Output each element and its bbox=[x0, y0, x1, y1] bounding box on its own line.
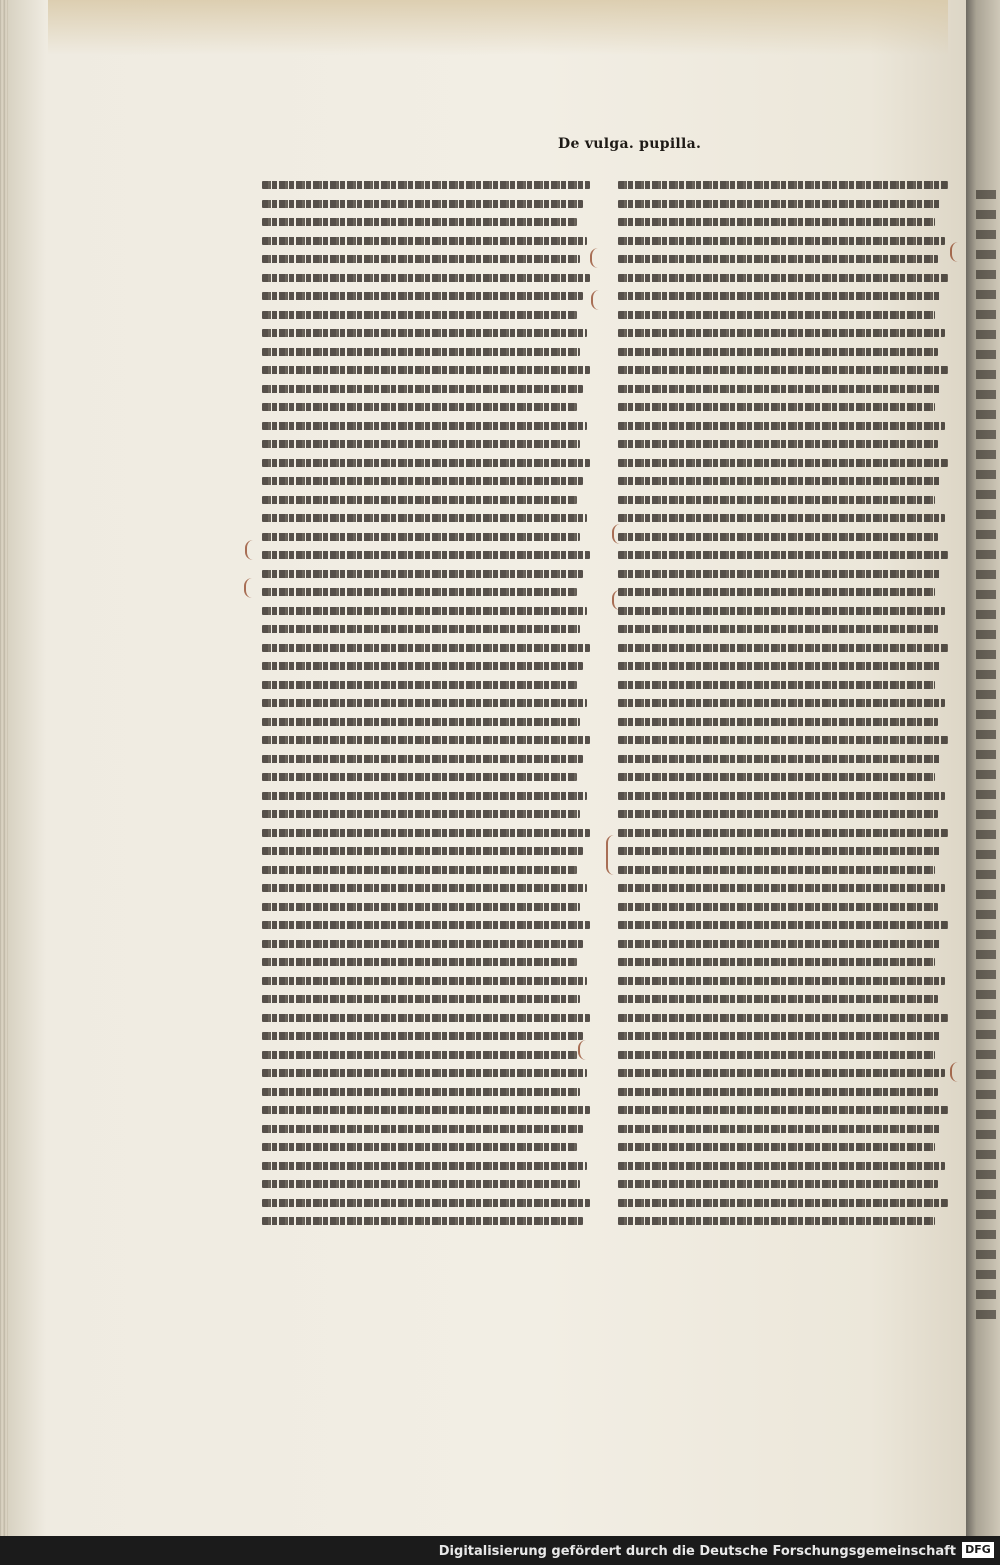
text-line bbox=[262, 1106, 590, 1114]
text-line bbox=[262, 496, 577, 504]
text-line bbox=[618, 810, 938, 818]
text-column-left bbox=[262, 181, 590, 1261]
text-line bbox=[618, 422, 945, 430]
text-line bbox=[262, 995, 580, 1003]
text-line bbox=[618, 570, 941, 578]
text-line bbox=[262, 958, 577, 966]
text-line bbox=[262, 218, 577, 226]
text-line bbox=[262, 570, 583, 578]
text-line bbox=[618, 1106, 948, 1114]
text-line bbox=[618, 496, 935, 504]
text-line bbox=[618, 311, 935, 319]
dfg-logo: DFG bbox=[962, 1542, 994, 1558]
text-line bbox=[262, 810, 580, 818]
text-line bbox=[262, 662, 583, 670]
text-line bbox=[262, 200, 583, 208]
text-line bbox=[618, 533, 938, 541]
text-line bbox=[618, 1088, 938, 1096]
text-line bbox=[618, 718, 938, 726]
text-line bbox=[618, 329, 945, 337]
text-line bbox=[262, 1069, 587, 1077]
text-line bbox=[262, 1162, 587, 1170]
text-line bbox=[262, 551, 590, 559]
text-line bbox=[262, 477, 583, 485]
text-line bbox=[262, 1014, 590, 1022]
page-stain bbox=[48, 0, 948, 55]
text-line bbox=[262, 773, 577, 781]
marginal-annotation bbox=[590, 248, 608, 268]
text-line bbox=[262, 533, 580, 541]
text-line bbox=[618, 218, 935, 226]
text-line bbox=[262, 829, 590, 837]
text-line bbox=[618, 255, 938, 263]
text-line bbox=[262, 866, 577, 874]
text-line bbox=[618, 921, 948, 929]
text-line bbox=[618, 607, 945, 615]
text-line bbox=[262, 681, 577, 689]
text-line bbox=[618, 792, 945, 800]
text-line bbox=[618, 662, 941, 670]
marginal-annotation bbox=[612, 590, 630, 610]
text-line bbox=[618, 958, 935, 966]
text-line bbox=[618, 514, 945, 522]
text-line bbox=[618, 1014, 948, 1022]
text-line bbox=[262, 329, 587, 337]
marginal-annotation bbox=[612, 524, 630, 544]
text-line bbox=[618, 866, 935, 874]
text-line bbox=[262, 366, 590, 374]
text-line bbox=[618, 1051, 935, 1059]
text-line bbox=[618, 829, 948, 837]
text-line bbox=[262, 792, 587, 800]
text-line bbox=[618, 292, 941, 300]
text-line bbox=[262, 1143, 577, 1151]
text-line bbox=[618, 181, 948, 189]
text-line bbox=[618, 1069, 945, 1077]
text-line bbox=[618, 237, 945, 245]
text-line bbox=[262, 699, 587, 707]
text-line bbox=[262, 1051, 577, 1059]
funding-credit: Digitalisierung gefördert durch die Deutsche Forschungsgemeinschaft bbox=[438, 1544, 956, 1559]
text-line bbox=[618, 440, 938, 448]
marginal-annotation bbox=[591, 290, 609, 310]
text-line bbox=[262, 644, 590, 652]
text-line bbox=[262, 440, 580, 448]
next-page-text-blocks bbox=[976, 190, 996, 1330]
text-line bbox=[262, 385, 583, 393]
running-head: De vulga. pupilla. bbox=[558, 136, 702, 152]
text-line bbox=[618, 1199, 948, 1207]
marginal-annotation bbox=[244, 578, 262, 598]
marginal-annotation bbox=[578, 1040, 596, 1060]
text-line bbox=[618, 1162, 945, 1170]
marginal-annotation bbox=[245, 540, 263, 560]
text-line bbox=[618, 348, 938, 356]
text-column-right bbox=[618, 181, 948, 1251]
text-line bbox=[618, 736, 948, 744]
text-line bbox=[262, 588, 577, 596]
text-line bbox=[262, 292, 583, 300]
text-line bbox=[618, 1180, 938, 1188]
text-line bbox=[262, 1217, 583, 1225]
text-line bbox=[262, 311, 577, 319]
text-line bbox=[618, 644, 948, 652]
text-line bbox=[618, 625, 938, 633]
text-line bbox=[262, 255, 580, 263]
text-line bbox=[618, 1125, 941, 1133]
text-line bbox=[262, 718, 580, 726]
text-line bbox=[618, 477, 941, 485]
text-line bbox=[618, 903, 938, 911]
text-line bbox=[618, 1217, 935, 1225]
text-line bbox=[262, 755, 583, 763]
text-line bbox=[618, 1143, 935, 1151]
text-line bbox=[618, 681, 935, 689]
text-line bbox=[618, 366, 948, 374]
text-line bbox=[262, 921, 590, 929]
text-line bbox=[618, 940, 941, 948]
text-line bbox=[618, 977, 945, 985]
text-line bbox=[618, 755, 941, 763]
text-line bbox=[618, 385, 941, 393]
text-line bbox=[262, 977, 587, 985]
text-line bbox=[618, 588, 935, 596]
text-line bbox=[618, 200, 941, 208]
text-line bbox=[618, 274, 948, 282]
text-line bbox=[262, 514, 587, 522]
text-line bbox=[262, 1199, 590, 1207]
text-line bbox=[262, 884, 587, 892]
text-line bbox=[262, 1125, 583, 1133]
text-line bbox=[262, 348, 580, 356]
text-line bbox=[618, 699, 945, 707]
text-line bbox=[618, 847, 941, 855]
next-page-edge bbox=[966, 0, 1000, 1536]
text-line bbox=[618, 995, 938, 1003]
text-line bbox=[262, 403, 577, 411]
text-line bbox=[262, 736, 590, 744]
text-line bbox=[262, 422, 587, 430]
text-line bbox=[262, 274, 590, 282]
marginal-annotation bbox=[606, 835, 624, 875]
text-line bbox=[618, 459, 948, 467]
text-line bbox=[262, 181, 590, 189]
text-line bbox=[262, 1180, 580, 1188]
text-line bbox=[618, 773, 935, 781]
text-line bbox=[262, 903, 580, 911]
text-line bbox=[618, 884, 945, 892]
text-line bbox=[262, 1088, 580, 1096]
text-line bbox=[618, 403, 935, 411]
text-line bbox=[618, 551, 948, 559]
text-line bbox=[618, 1032, 941, 1040]
text-line bbox=[262, 459, 590, 467]
text-line bbox=[262, 237, 587, 245]
text-line bbox=[262, 625, 580, 633]
text-line bbox=[262, 1032, 583, 1040]
text-line bbox=[262, 940, 583, 948]
text-line bbox=[262, 607, 587, 615]
digitization-footer bbox=[0, 1536, 1000, 1565]
text-line bbox=[262, 847, 583, 855]
